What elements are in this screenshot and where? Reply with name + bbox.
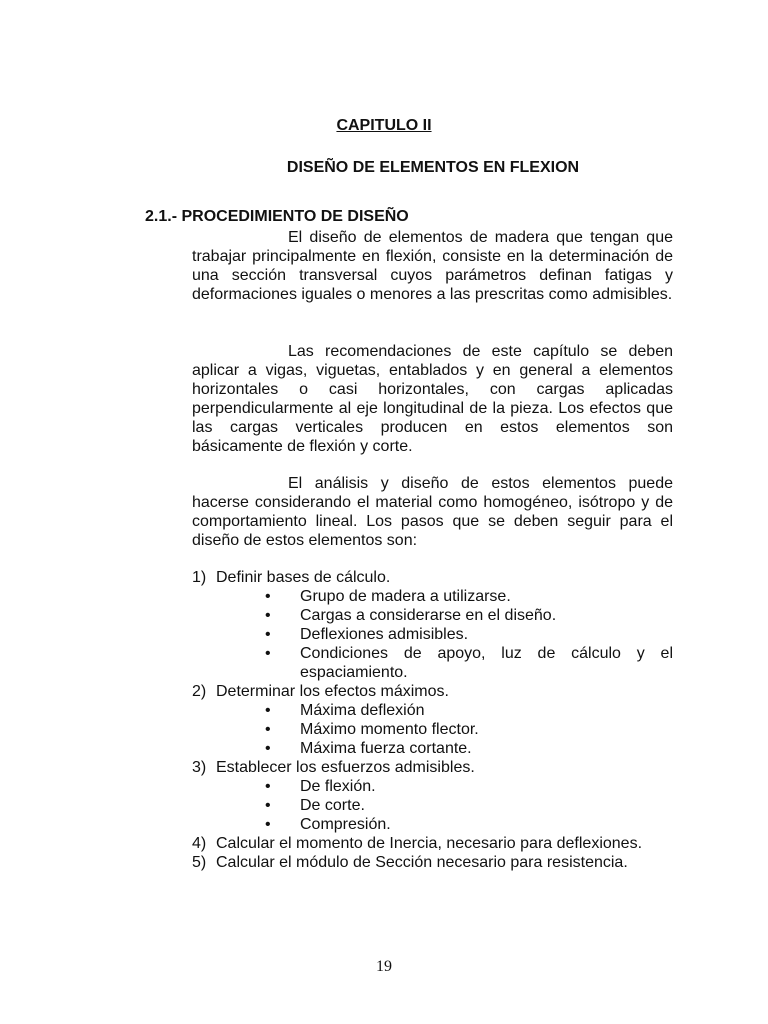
list-item [192, 701, 673, 720]
bullet-icon: • [265, 816, 271, 833]
section-heading: 2.1.- PROCEDIMIENTO DE DISEÑO [145, 208, 409, 225]
bullet-icon: • [265, 607, 271, 624]
list-item [192, 644, 673, 682]
list-item [192, 682, 673, 701]
step-text: Calcular el momento de Inercia, necesario para deflexiones. [216, 835, 643, 852]
list-item [192, 815, 673, 834]
bullet-text: De flexión. [300, 778, 376, 795]
paragraph [192, 474, 673, 550]
list-item [192, 720, 673, 739]
step-text: Calcular el módulo de Sección necesario para resistencia. [216, 854, 628, 871]
chapter-subtitle: DISEÑO DE ELEMENTOS EN FLEXION [286, 159, 580, 176]
bullet-icon: • [265, 740, 271, 757]
bullet-text: Compresión. [300, 816, 391, 833]
design-steps-list [192, 568, 673, 872]
step-number: 4) [192, 835, 207, 852]
bullet-icon: • [265, 626, 271, 643]
bullet-list [192, 701, 673, 758]
bullet-icon: • [265, 702, 271, 719]
bullet-icon: • [265, 588, 271, 605]
step-number: 3) [192, 759, 207, 776]
list-item [192, 834, 673, 853]
bullet-text: Grupo de madera a utilizarse. [300, 588, 511, 605]
step-text: Determinar los efectos máximos. [216, 683, 449, 700]
list-item [192, 739, 673, 758]
paragraph-text: El análisis y diseño de estos elementos puede hacerse considerando el material como homogéneo, isótropo y de comportamiento lineal. Los pasos que se deben seguir para el diseño de estos elementos son: [192, 475, 673, 549]
bullet-text: Máxima fuerza cortante. [300, 740, 472, 757]
list-item [192, 625, 673, 644]
list-item [192, 758, 673, 777]
step-text: Establecer los esfuerzos admisibles. [216, 759, 475, 776]
bullet-icon: • [265, 645, 271, 662]
paragraph [192, 228, 673, 304]
bullet-text: Máximo momento flector. [300, 721, 479, 738]
list-item [192, 587, 673, 606]
bullet-text: Cargas a considerarse en el diseño. [300, 607, 557, 624]
step-number: 1) [192, 569, 207, 586]
step-number: 2) [192, 683, 207, 700]
chapter-title: CAPITULO II [336, 117, 432, 134]
paragraph [192, 342, 673, 456]
list-item [192, 777, 673, 796]
step-number: 5) [192, 854, 207, 871]
paragraph-text: El diseño de elementos de madera que tengan que trabajar principalmente en flexión, consiste en la determinación de una sección transversal cuyos parámetros definan fatigas y deformaciones iguales o menores a las prescritas como admisibles. [192, 229, 673, 303]
list-item [192, 606, 673, 625]
bullet-icon: • [265, 721, 271, 738]
bullet-icon: • [265, 797, 271, 814]
step-text: Definir bases de cálculo. [216, 569, 391, 586]
bullet-list [192, 777, 673, 834]
bullet-icon: • [265, 778, 271, 795]
bullet-list [192, 587, 673, 682]
page-number: 19 [376, 958, 392, 975]
bullet-text: De corte. [300, 797, 365, 814]
bullet-text: Condiciones de apoyo, luz de cálculo y el espaciamiento. [300, 645, 673, 681]
bullet-text: Deflexiones admisibles. [300, 626, 469, 643]
list-item [192, 853, 673, 872]
list-item [192, 796, 673, 815]
bullet-text: Máxima deflexión [300, 702, 425, 719]
list-item [192, 568, 673, 587]
paragraph-text: Las recomendaciones de este capítulo se deben aplicar a vigas, viguetas, entablados y en general a elementos horizontales o casi horizontales, con cargas aplicadas perpendicularmente al eje longitudinal de la pieza. Los efectos que las cargas verticales producen en estos elementos son básicamente de flexión y corte. [192, 343, 673, 455]
